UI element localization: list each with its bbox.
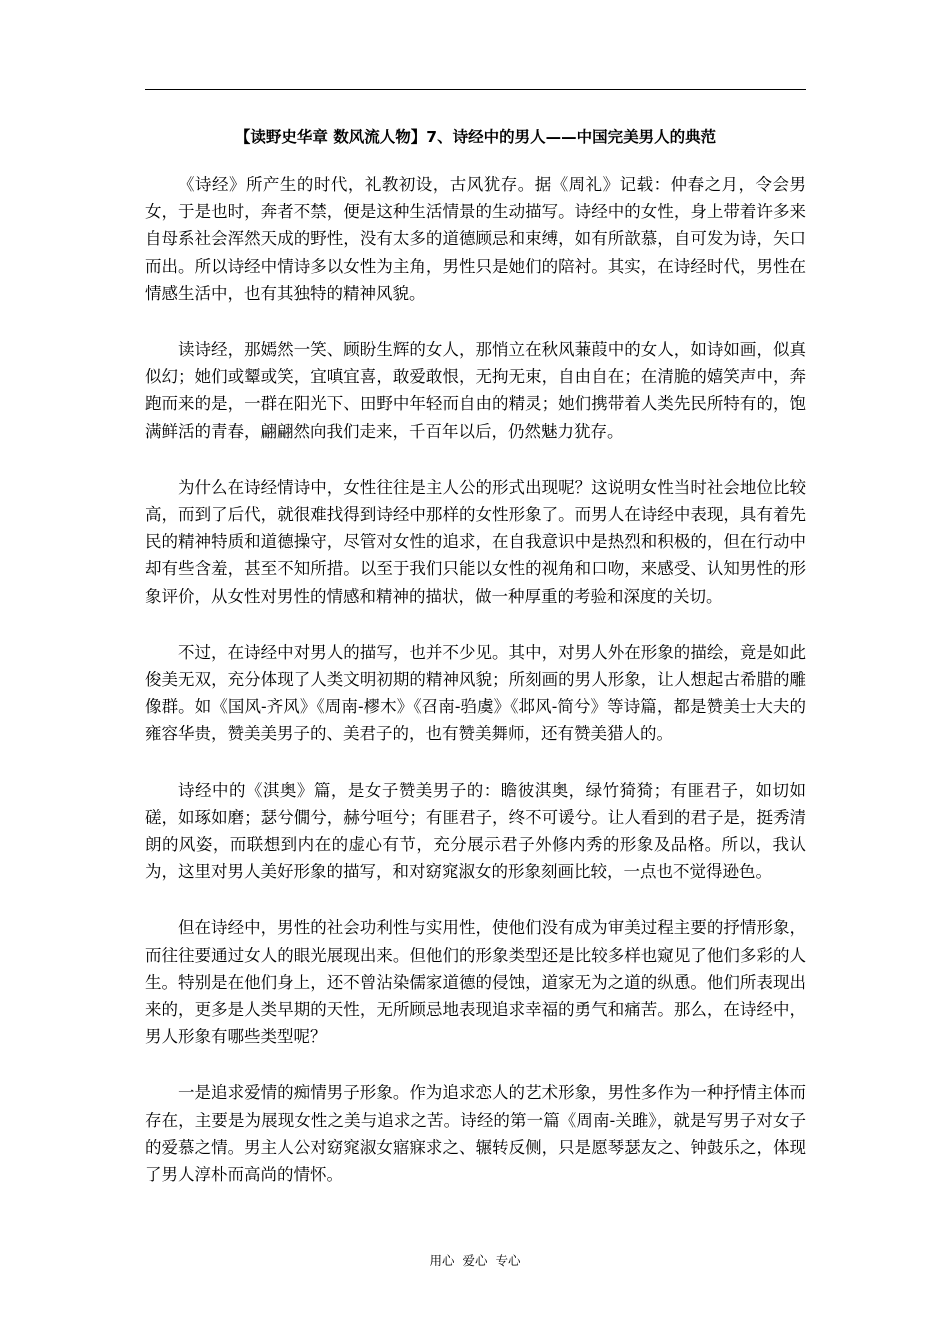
page-footer: 用心 爱心 专心: [429, 1253, 521, 1268]
paragraph: 一是追求爱情的痴情男子形象。作为追求恋人的艺术形象，男性多作为一种抒情主体而存在，主要是为展现女性之美与追求之苦。诗经的第一篇《周南-关雎》，就是写男子对女子的爱慕之情。男主人公对窈窕淑女寤寐求之、辗转反侧，只是愿琴瑟友之、钟鼓乐之，体现了男人淳朴而高尚的情怀。: [145, 1083, 806, 1185]
document-title: 【读野史华章 数风流人物】7、诗经中的男人——中国完美男人的典范: [234, 128, 717, 146]
paragraph: 但在诗经中，男性的社会功利性与实用性，使他们没有成为审美过程主要的抒情形象，而往往要通过女人的眼光展现出来。但他们的形象类型还是比较多样也窥见了他们多彩的人生。特别是在他们身上，还不曾沾染儒家道德的侵蚀，道家无为之道的纵恿。他们所表现出来的，更多是人类早期的天性，无所顾忌地表现追求幸福的勇气和痛苦。那么，在诗经中，男人形象有哪些类型呢？: [145, 918, 806, 1047]
paragraph: 为什么在诗经情诗中，女性往往是主人公的形式出现呢？这说明女性当时社会地位比较高，而到了后代，就很难找得到诗经中那样的女性形象了。而男人在诗经中表现，具有着先民的精神特质和道德操守，尽管对女性的追求，在自我意识中是热烈和积极的，但在行动中却有些含羞，甚至不知所措。以至于我们只能以女性的视角和口吻，来感受、认知男性的形象评价，从女性对男性的情感和精神的描状，做一种厚重的考验和深度的关切。: [145, 477, 806, 606]
header-rule: [145, 89, 806, 90]
paragraph: 不过，在诗经中对男人的描写，也并不少见。其中，对男人外在形象的描绘，竟是如此俊美无双，充分体现了人类文明初期的精神风貌；所刻画的男人形象，让人想起古希腊的雕像群。如《国风-齐风》《周南-樛木》《召南-驺虞》《邶风-简兮》等诗篇，都是赞美士大夫的雍容华贵，赞美美男子的、美君子的，也有赞美舞师，还有赞美猎人的。: [145, 642, 806, 744]
document-body: [145, 171, 806, 1217]
paragraph: 读诗经，那嫣然一笑、顾盼生辉的女人，那悄立在秋风蒹葭中的女人，如诗如画，似真似幻；她们或颦或笑，宜嗔宜喜，敢爱敢恨，无拘无束，自由自在；在清脆的嬉笑声中，奔跑而来的是，一群在阳光下、田野中年轻而自由的精灵；她们携带着人类先民所特有的，饱满鲜活的青春，翩翩然向我们走来，千百年以后，仍然魅力犹存。: [145, 340, 806, 441]
paragraph: 诗经中的《淇奥》篇，是女子赞美男子的：瞻彼淇奥，绿竹猗猗；有匪君子，如切如磋，如琢如磨；瑟兮僩兮，赫兮咺兮；有匪君子，终不可谖兮。让人看到的君子是，挺秀清朗的风姿，而联想到内在的虚心有节，充分展示君子外修内秀的形象及品格。所以，我认为，这里对男人美好形象的描写，和对窈窕淑女的形象刻画比较，一点也不觉得逊色。: [145, 780, 806, 882]
paragraph: 《诗经》所产生的时代，礼教初设，古风犹存。据《周礼》记载：仲春之月，令会男女，于是也时，奔者不禁，便是这种生活情景的生动描写。诗经中的女性，身上带着许多来自母系社会浑然天成的野性，没有太多的道德顾忌和束缚，如有所歆慕，自可发为诗，矢口而出。所以诗经中情诗多以女性为主角，男性只是她们的陪衬。其实，在诗经时代，男性在情感生活中，也有其独特的精神风貌。: [145, 175, 806, 303]
